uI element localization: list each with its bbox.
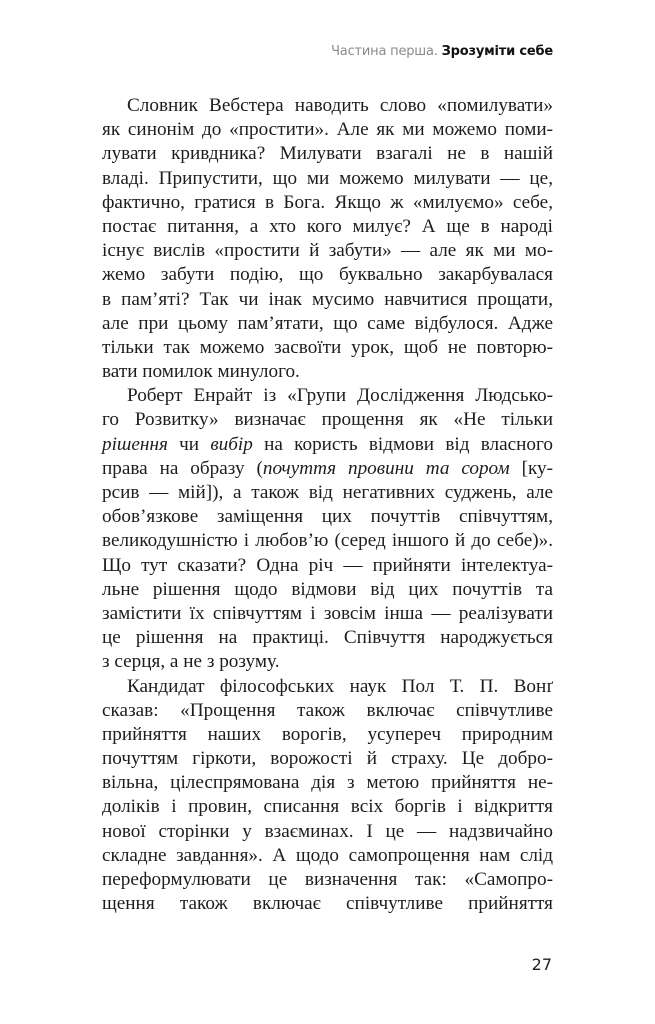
text-line [102,626,553,650]
text-line [102,360,553,384]
text-line [102,747,553,771]
text-line [102,118,553,142]
text-segment: вільна, цілеспрямована дія з метою прийняття не- [102,772,553,794]
text-line [102,699,553,723]
paragraph [102,675,553,917]
text-segment: існує вислів «простити й забути» — але як ми мо- [102,240,553,262]
text-line [102,288,553,312]
text-segment: фактично, гратися в Бога. Якщо ж «милуємо» себе, [102,191,553,213]
text-segment: Роберт Енрайт із «Групи Дослідження Людсько- [127,385,553,407]
italic-text: рішення [102,433,168,455]
text-line [102,263,553,287]
paragraph [102,384,553,674]
text-segment: з серця, а не з розуму. [102,651,280,673]
text-segment: нової сторінки у взаєминах. І це — надзвичайно [102,820,553,842]
text-line [102,312,553,336]
text-line [102,820,553,844]
page-number: 27 [531,955,552,974]
paragraph [102,94,553,384]
text-line [102,215,553,239]
text-segment: але при цьому пам’ятати, що саме відбулося. Адже [102,312,553,334]
text-line [102,675,553,699]
text-segment: Словник Вебстера наводить слово «помилувати» [127,95,553,116]
text-line [102,142,553,166]
text-segment: замістити їх співчуттям і зовсім інша — реалізувати [102,602,553,624]
text-segment: вати помилок минулого. [102,361,300,383]
text-line [102,602,553,626]
text-line [102,94,553,118]
text-segment: льне рішення щодо відмови від цих почуттів та [102,578,553,600]
body-text [102,94,553,916]
text-segment: чи [167,433,211,455]
text-segment: сказав: «Прощення також включає співчутливе [102,699,553,721]
text-line [102,529,553,553]
running-head-part: Частина перша. [331,44,438,59]
text-line [102,239,553,263]
text-segment: почуттям гіркоти, ворожості й страху. Це добро- [102,748,553,770]
italic-text: вибір [210,433,253,455]
text-line [102,408,553,432]
text-line [102,795,553,819]
text-line [102,650,553,674]
text-line [102,578,553,602]
text-segment: як синонім до «простити». Але як ми можемо поми- [102,119,553,141]
text-segment: складне завдання». А щодо самопрощення нам слід [102,844,553,866]
text-line [102,723,553,747]
text-line [102,844,553,868]
text-segment: владі. Припустити, що ми можемо милувати — це, [102,167,553,189]
text-segment: рсив — мій]), а також від негативних суджень, але [102,482,553,503]
text-segment: доліків і провин, списання всіх боргів і відкриття [102,796,553,818]
text-line [102,505,553,529]
text-segment: го Розвитку» визначає прощення як «Не тільки [102,409,553,431]
text-line [102,433,553,457]
text-segment: Кандидат філософських наук Пол Т. П. Вонґ [127,675,553,697]
text-segment: в пам’яті? Так чи інак мусимо навчитися прощати, [102,288,553,310]
text-line [102,554,553,578]
text-segment: постає питання, а хто кого милує? А ще в народі [102,215,553,237]
italic-text: почуття провини та сором [262,457,510,479]
text-line [102,336,553,360]
text-segment: жемо забути подію, що буквально закарбувалася [102,264,553,286]
text-segment: переформулювати це визначення так: «Самопро- [102,869,553,890]
text-segment: великодушністю і любов’ю (серед іншого й до себе)». [102,530,553,552]
running-head [331,44,553,59]
text-segment: обов’язкове заміщення цих почуттів співчуттям, [102,506,553,528]
text-line [102,771,553,795]
running-head-chapter: Зрозуміти себе [441,44,553,59]
text-line [102,191,553,215]
text-segment: щення також включає співчутливе прийняття [102,893,553,915]
text-line [102,892,553,916]
text-line [102,457,553,481]
text-segment: лувати кривдника? Милувати взагалі не в нашій [102,143,553,165]
text-line [102,868,553,892]
text-segment: прийняття наших ворогів, усупереч природним [102,723,553,745]
text-line [102,481,553,505]
text-segment: це рішення на практиці. Співчуття народжується [102,627,553,649]
text-segment: [ку- [509,457,553,479]
text-line [102,167,553,191]
text-segment: на користь відмови від власного [252,433,553,455]
text-segment: тільки так можемо засвоїти урок, щоб не повторю- [102,336,553,358]
text-segment: Що тут сказати? Одна річ — прийняти інтелектуа- [102,554,553,576]
text-line [102,384,553,408]
text-segment: права на образу ( [102,457,263,479]
